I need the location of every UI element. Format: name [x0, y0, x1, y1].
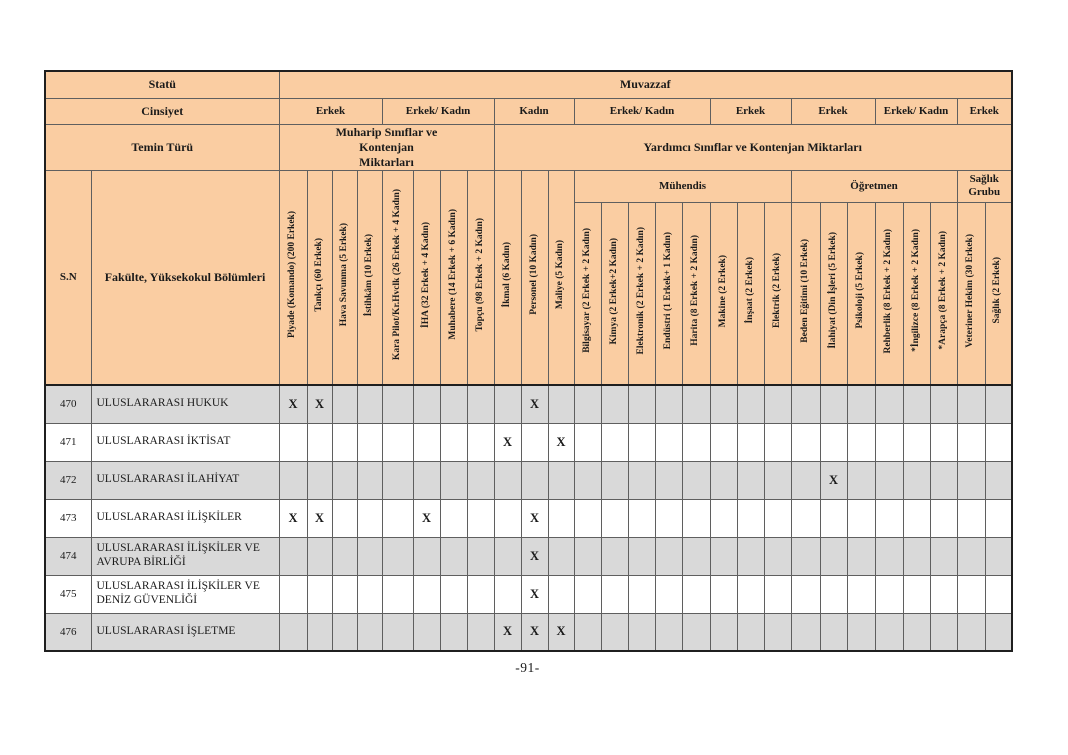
quota-cell-474-karapilot [382, 537, 413, 575]
status-value: Muvazzaf [279, 71, 1012, 98]
quota-cell-473-harita [682, 499, 710, 537]
quota-cell-475-havasavunma [332, 575, 357, 613]
page-number: -91- [515, 660, 540, 675]
quota-cell-476-bilgisayar [574, 613, 601, 651]
quota-cell-476-elektronik [628, 613, 655, 651]
quota-cell-472-beden [791, 461, 820, 499]
quota-cell-470-ikmal [494, 385, 521, 423]
quota-cell-474-elektrik [764, 537, 791, 575]
column-header-label: Elektronik (2 Erkek + 2 Kadın) [635, 227, 646, 355]
gender-group: Kadın [494, 98, 574, 124]
column-header-veteriner [957, 202, 985, 385]
column-header-tankci [307, 170, 332, 385]
column-header-havasavunma [332, 170, 357, 385]
quota-cell-474-beden [791, 537, 820, 575]
gender-group: Erkek [791, 98, 875, 124]
sn-column-header: S.N [45, 170, 91, 385]
quota-cell-473-bilgisayar [574, 499, 601, 537]
quota-cell-470-veteriner [957, 385, 985, 423]
quota-cell-475-rehberlik [875, 575, 903, 613]
quota-cell-471-istihkam [357, 423, 382, 461]
quota-cell-471-maliye: X [548, 423, 574, 461]
quota-cell-470-havasavunma [332, 385, 357, 423]
quota-cell-470-elektrik [764, 385, 791, 423]
quota-cell-475-ikmal [494, 575, 521, 613]
quota-cell-476-ilahiyat [820, 613, 847, 651]
quota-cell-470-endustri [655, 385, 682, 423]
quota-cell-470-karapilot [382, 385, 413, 423]
quota-cell-473-beden [791, 499, 820, 537]
quota-cell-476-tankci [307, 613, 332, 651]
quota-cell-470-insaat [737, 385, 764, 423]
row-number: 472 [45, 461, 91, 499]
quota-cell-474-arapca [930, 537, 957, 575]
quota-cell-476-veteriner [957, 613, 985, 651]
quota-cell-471-psikoloji [847, 423, 875, 461]
quota-cell-471-insaat [737, 423, 764, 461]
quota-cell-470-beden [791, 385, 820, 423]
quota-cell-473-insaat [737, 499, 764, 537]
quota-cell-471-karapilot [382, 423, 413, 461]
quota-cell-476-istihkam [357, 613, 382, 651]
quota-cell-471-piyade [279, 423, 307, 461]
quota-cell-476-karapilot [382, 613, 413, 651]
column-header-label: Bilgisayar (2 Erkek + 2 Kadın) [581, 228, 592, 354]
quota-cell-470-harita [682, 385, 710, 423]
column-header-label: İnşaat (2 Erkek) [744, 257, 755, 324]
supply-type-group: Yardımcı Sınıflar ve Kontenjan Miktarları [494, 124, 1012, 170]
quota-cell-470-istihkam [357, 385, 382, 423]
quota-cell-474-topcu [467, 537, 494, 575]
column-header-label: Elektrik (2 Erkek) [771, 253, 782, 329]
quota-cell-473-kimya [601, 499, 628, 537]
column-header-arapca [930, 202, 957, 385]
quota-cell-471-beden [791, 423, 820, 461]
department-name: ULUSLARARASI İŞLETME [91, 613, 279, 651]
quota-cell-470-ilahiyat [820, 385, 847, 423]
quota-cell-473-elektrik [764, 499, 791, 537]
column-header-label: Makine (2 Erkek) [717, 254, 728, 327]
quota-cell-472-bilgisayar [574, 461, 601, 499]
quota-cell-472-psikoloji [847, 461, 875, 499]
table-row-476 [45, 613, 1012, 651]
quota-cell-472-tankci [307, 461, 332, 499]
quota-cell-475-insaat [737, 575, 764, 613]
quota-cell-474-muhabere [440, 537, 467, 575]
column-header-beden [791, 202, 820, 385]
quota-cell-476-rehberlik [875, 613, 903, 651]
quota-cell-475-istihkam [357, 575, 382, 613]
quota-cell-471-bilgisayar [574, 423, 601, 461]
quota-cell-474-tankci [307, 537, 332, 575]
column-header-label: Hava Savunma (5 Erkek) [338, 223, 349, 327]
quota-cell-473-ikmal [494, 499, 521, 537]
quota-cell-474-kimya [601, 537, 628, 575]
quota-cell-471-kimya [601, 423, 628, 461]
quota-table [44, 70, 1013, 652]
supply-type-row [45, 124, 1012, 170]
quota-cell-471-ingilizce [903, 423, 930, 461]
quota-cell-474-elektronik [628, 537, 655, 575]
column-header-label: Topçu (98 Erkek + 2 Kadın) [474, 217, 485, 332]
quota-cell-473-piyade: X [279, 499, 307, 537]
table-row-470 [45, 385, 1012, 423]
quota-cell-476-makine [710, 613, 737, 651]
column-header-saglik [985, 202, 1012, 385]
quota-cell-473-istihkam [357, 499, 382, 537]
quota-cell-473-iha: X [413, 499, 440, 537]
department-name: ULUSLARARASI İLİŞKİLER [91, 499, 279, 537]
quota-cell-476-arapca [930, 613, 957, 651]
supply-type-label: Temin Türü [45, 124, 279, 170]
quota-cell-476-ikmal: X [494, 613, 521, 651]
row-number: 470 [45, 385, 91, 423]
gender-group: Erkek/ Kadın [382, 98, 494, 124]
column-header-label: *İngilizce (8 Erkek + 2 Kadın) [910, 229, 921, 353]
column-header-label: Kara Pilot/Kr.Hvclk (26 Erkek + 4 Kadın) [391, 189, 402, 361]
row-number: 476 [45, 613, 91, 651]
quota-cell-472-harita [682, 461, 710, 499]
table-header [45, 71, 1012, 385]
quota-cell-473-makine [710, 499, 737, 537]
quota-cell-476-psikoloji [847, 613, 875, 651]
quota-cell-471-elektrik [764, 423, 791, 461]
column-header-endustri [655, 202, 682, 385]
column-header-label: Tankçı (60 Erkek) [313, 237, 324, 312]
quota-cell-474-rehberlik [875, 537, 903, 575]
quota-cell-475-maliye [548, 575, 574, 613]
quota-cell-475-muhabere [440, 575, 467, 613]
quota-cell-470-elektronik [628, 385, 655, 423]
gender-group: Erkek [957, 98, 1012, 124]
quota-cell-474-personel: X [521, 537, 548, 575]
quota-cell-473-ingilizce [903, 499, 930, 537]
quota-cell-472-insaat [737, 461, 764, 499]
group-header-muhendis: Mühendis [574, 170, 791, 202]
row-number: 474 [45, 537, 91, 575]
quota-cell-476-muhabere [440, 613, 467, 651]
column-header-label: Piyade (Komando) (200 Erkek) [287, 211, 298, 339]
quota-cell-472-kimya [601, 461, 628, 499]
quota-cell-475-makine [710, 575, 737, 613]
quota-cell-476-beden [791, 613, 820, 651]
gender-group: Erkek [710, 98, 791, 124]
status-row-label: Statü [45, 71, 279, 98]
quota-cell-474-makine [710, 537, 737, 575]
column-header-label: İlahiyat (Din İşleri (5 Erkek) [827, 232, 838, 350]
column-header-karapilot [382, 170, 413, 385]
quota-cell-470-muhabere [440, 385, 467, 423]
quota-cell-472-personel [521, 461, 548, 499]
column-header-label: Harita (8 Erkek + 2 Kadın) [690, 235, 701, 347]
quota-cell-472-iha [413, 461, 440, 499]
quota-cell-473-maliye [548, 499, 574, 537]
quota-cell-475-tankci [307, 575, 332, 613]
quota-cell-470-kimya [601, 385, 628, 423]
quota-cell-474-endustri [655, 537, 682, 575]
department-name: ULUSLARARASI İLİŞKİLER VE DENİZ GÜVENLİĞİ [91, 575, 279, 613]
quota-cell-475-elektronik [628, 575, 655, 613]
column-header-label: Veteriner Hekim (30 Erkek) [965, 233, 976, 348]
column-header-ingilizce [903, 202, 930, 385]
quota-cell-473-ilahiyat [820, 499, 847, 537]
quota-cell-472-maliye [548, 461, 574, 499]
column-header-label: *Arapça (8 Erkek + 2 Kadın) [937, 231, 948, 351]
quota-cell-471-elektronik [628, 423, 655, 461]
quota-cell-475-ingilizce [903, 575, 930, 613]
quota-cell-470-makine [710, 385, 737, 423]
quota-cell-474-maliye [548, 537, 574, 575]
department-name: ULUSLARARASI İLİŞKİLER VE AVRUPA BİRLİĞİ [91, 537, 279, 575]
quota-cell-471-personel [521, 423, 548, 461]
quota-cell-476-kimya [601, 613, 628, 651]
quota-cell-474-insaat [737, 537, 764, 575]
quota-cell-475-kimya [601, 575, 628, 613]
quota-cell-475-elektrik [764, 575, 791, 613]
quota-cell-471-muhabere [440, 423, 467, 461]
quota-cell-474-iha [413, 537, 440, 575]
quota-cell-475-arapca [930, 575, 957, 613]
column-header-harita [682, 202, 710, 385]
column-header-topcu [467, 170, 494, 385]
row-number: 471 [45, 423, 91, 461]
group-header-row [45, 170, 1012, 202]
gender-row [45, 98, 1012, 124]
quota-cell-474-ingilizce [903, 537, 930, 575]
quota-cell-470-personel: X [521, 385, 548, 423]
quota-cell-476-piyade [279, 613, 307, 651]
column-header-muhabere [440, 170, 467, 385]
table-row-472 [45, 461, 1012, 499]
gender-group: Erkek/ Kadın [875, 98, 957, 124]
quota-cell-472-havasavunma [332, 461, 357, 499]
quota-cell-473-muhabere [440, 499, 467, 537]
quota-cell-471-ikmal: X [494, 423, 521, 461]
quota-cell-470-arapca [930, 385, 957, 423]
quota-cell-470-topcu [467, 385, 494, 423]
quota-cell-475-piyade [279, 575, 307, 613]
quota-cell-473-endustri [655, 499, 682, 537]
column-header-label: Sağlık (2 Erkek) [992, 257, 1003, 324]
column-header-ikmal [494, 170, 521, 385]
column-header-personel [521, 170, 548, 385]
quota-cell-474-istihkam [357, 537, 382, 575]
quota-cell-473-rehberlik [875, 499, 903, 537]
status-row [45, 71, 1012, 98]
quota-cell-472-elektronik [628, 461, 655, 499]
table-row-475 [45, 575, 1012, 613]
quota-cell-475-psikoloji [847, 575, 875, 613]
quota-cell-475-ilahiyat [820, 575, 847, 613]
quota-cell-472-ilahiyat: X [820, 461, 847, 499]
quota-cell-475-harita [682, 575, 710, 613]
column-header-label: İHA (32 Erkek + 4 Kadın) [420, 221, 431, 328]
quota-cell-472-arapca [930, 461, 957, 499]
department-name: ULUSLARARASI İKTİSAT [91, 423, 279, 461]
group-header-saglik: Sağlık Grubu [957, 170, 1012, 202]
quota-cell-471-arapca [930, 423, 957, 461]
quota-cell-476-endustri [655, 613, 682, 651]
column-header-label: İkmal (6 Kadın) [501, 242, 512, 308]
quota-cell-473-saglik [985, 499, 1012, 537]
quota-cell-474-psikoloji [847, 537, 875, 575]
quota-cell-472-topcu [467, 461, 494, 499]
quota-cell-472-endustri [655, 461, 682, 499]
quota-cell-472-veteriner [957, 461, 985, 499]
quota-cell-473-arapca [930, 499, 957, 537]
quota-cell-475-karapilot [382, 575, 413, 613]
quota-cell-470-rehberlik [875, 385, 903, 423]
quota-cell-471-topcu [467, 423, 494, 461]
quota-cell-473-elektronik [628, 499, 655, 537]
quota-cell-474-saglik [985, 537, 1012, 575]
quota-cell-471-rehberlik [875, 423, 903, 461]
department-name: ULUSLARARASI İLAHİYAT [91, 461, 279, 499]
quota-cell-475-personel: X [521, 575, 548, 613]
table-body [45, 385, 1012, 651]
quota-cell-471-veteriner [957, 423, 985, 461]
quota-cell-476-harita [682, 613, 710, 651]
quota-cell-472-piyade [279, 461, 307, 499]
quota-cell-470-saglik [985, 385, 1012, 423]
quota-cell-476-saglik [985, 613, 1012, 651]
quota-cell-471-saglik [985, 423, 1012, 461]
quota-cell-472-rehberlik [875, 461, 903, 499]
quota-cell-474-piyade [279, 537, 307, 575]
column-header-istihkam [357, 170, 382, 385]
quota-cell-471-tankci [307, 423, 332, 461]
column-header-label: Muhabere (14 Erkek + 6 Kadın) [447, 209, 458, 341]
department-column-header: Fakülte, Yüksekokul Bölümleri [91, 170, 279, 385]
quota-cell-474-ilahiyat [820, 537, 847, 575]
quota-cell-476-havasavunma [332, 613, 357, 651]
quota-cell-471-harita [682, 423, 710, 461]
column-header-iha [413, 170, 440, 385]
column-header-elektronik [628, 202, 655, 385]
quota-cell-475-endustri [655, 575, 682, 613]
group-header-ogretmen: Öğretmen [791, 170, 957, 202]
column-header-elektrik [764, 202, 791, 385]
quota-cell-471-iha [413, 423, 440, 461]
quota-cell-472-ingilizce [903, 461, 930, 499]
column-header-maliye [548, 170, 574, 385]
quota-cell-472-saglik [985, 461, 1012, 499]
column-header-label: Endüstri (1 Erkek+ 1 Kadın) [662, 232, 673, 350]
quota-cell-475-topcu [467, 575, 494, 613]
row-number: 475 [45, 575, 91, 613]
quota-cell-471-makine [710, 423, 737, 461]
quota-cell-476-maliye: X [548, 613, 574, 651]
quota-cell-475-saglik [985, 575, 1012, 613]
quota-cell-473-veteriner [957, 499, 985, 537]
quota-cell-474-ikmal [494, 537, 521, 575]
column-header-ilahiyat [820, 202, 847, 385]
quota-cell-476-personel: X [521, 613, 548, 651]
quota-cell-472-istihkam [357, 461, 382, 499]
column-header-kimya [601, 202, 628, 385]
quota-cell-474-veteriner [957, 537, 985, 575]
quota-cell-470-tankci: X [307, 385, 332, 423]
quota-cell-473-topcu [467, 499, 494, 537]
quota-cell-476-insaat [737, 613, 764, 651]
column-header-psikoloji [847, 202, 875, 385]
quota-cell-470-maliye [548, 385, 574, 423]
table-row-473 [45, 499, 1012, 537]
quota-cell-472-karapilot [382, 461, 413, 499]
column-header-rehberlik [875, 202, 903, 385]
column-header-label: Rehberlik (8 Erkek + 2 Kadın) [883, 228, 894, 353]
column-header-label: Psikoloji (5 Erkek) [855, 252, 866, 330]
column-header-label: Beden Eğitimi (10 Erkek) [799, 238, 810, 343]
quota-cell-471-endustri [655, 423, 682, 461]
quota-cell-474-harita [682, 537, 710, 575]
column-header-bilgisayar [574, 202, 601, 385]
column-header-piyade [279, 170, 307, 385]
quota-cell-474-havasavunma [332, 537, 357, 575]
supply-type-group: Muharip Sınıflar ve Kontenjan Miktarları [279, 124, 494, 170]
quota-cell-470-iha [413, 385, 440, 423]
column-header-label: Kimya (2 Erkek+2 Kadın) [608, 237, 619, 344]
quota-cell-475-veteriner [957, 575, 985, 613]
quota-cell-470-bilgisayar [574, 385, 601, 423]
gender-group: Erkek [279, 98, 382, 124]
quota-cell-473-personel: X [521, 499, 548, 537]
quota-cell-476-iha [413, 613, 440, 651]
quota-cell-472-makine [710, 461, 737, 499]
quota-cell-470-ingilizce [903, 385, 930, 423]
row-number: 473 [45, 499, 91, 537]
quota-cell-475-iha [413, 575, 440, 613]
gender-row-label: Cinsiyet [45, 98, 279, 124]
quota-cell-474-bilgisayar [574, 537, 601, 575]
quota-cell-471-havasavunma [332, 423, 357, 461]
column-header-label: Personel (10 Kadın) [528, 234, 539, 316]
quota-cell-470-psikoloji [847, 385, 875, 423]
table-row-474 [45, 537, 1012, 575]
column-header-label: İstihkâm (10 Erkek) [363, 233, 374, 316]
column-header-label: Maliye (5 Kadın) [555, 240, 566, 310]
quota-cell-472-elektrik [764, 461, 791, 499]
quota-cell-476-topcu [467, 613, 494, 651]
department-name: ULUSLARARASI HUKUK [91, 385, 279, 423]
quota-cell-472-muhabere [440, 461, 467, 499]
quota-cell-470-piyade: X [279, 385, 307, 423]
quota-cell-472-ikmal [494, 461, 521, 499]
quota-cell-473-karapilot [382, 499, 413, 537]
quota-cell-473-psikoloji [847, 499, 875, 537]
quota-cell-475-beden [791, 575, 820, 613]
gender-group: Erkek/ Kadın [574, 98, 710, 124]
column-header-insaat [737, 202, 764, 385]
column-header-makine [710, 202, 737, 385]
quota-cell-476-ingilizce [903, 613, 930, 651]
quota-cell-473-tankci: X [307, 499, 332, 537]
quota-cell-476-elektrik [764, 613, 791, 651]
table-row-471 [45, 423, 1012, 461]
quota-cell-475-bilgisayar [574, 575, 601, 613]
quota-cell-473-havasavunma [332, 499, 357, 537]
quota-cell-471-ilahiyat [820, 423, 847, 461]
